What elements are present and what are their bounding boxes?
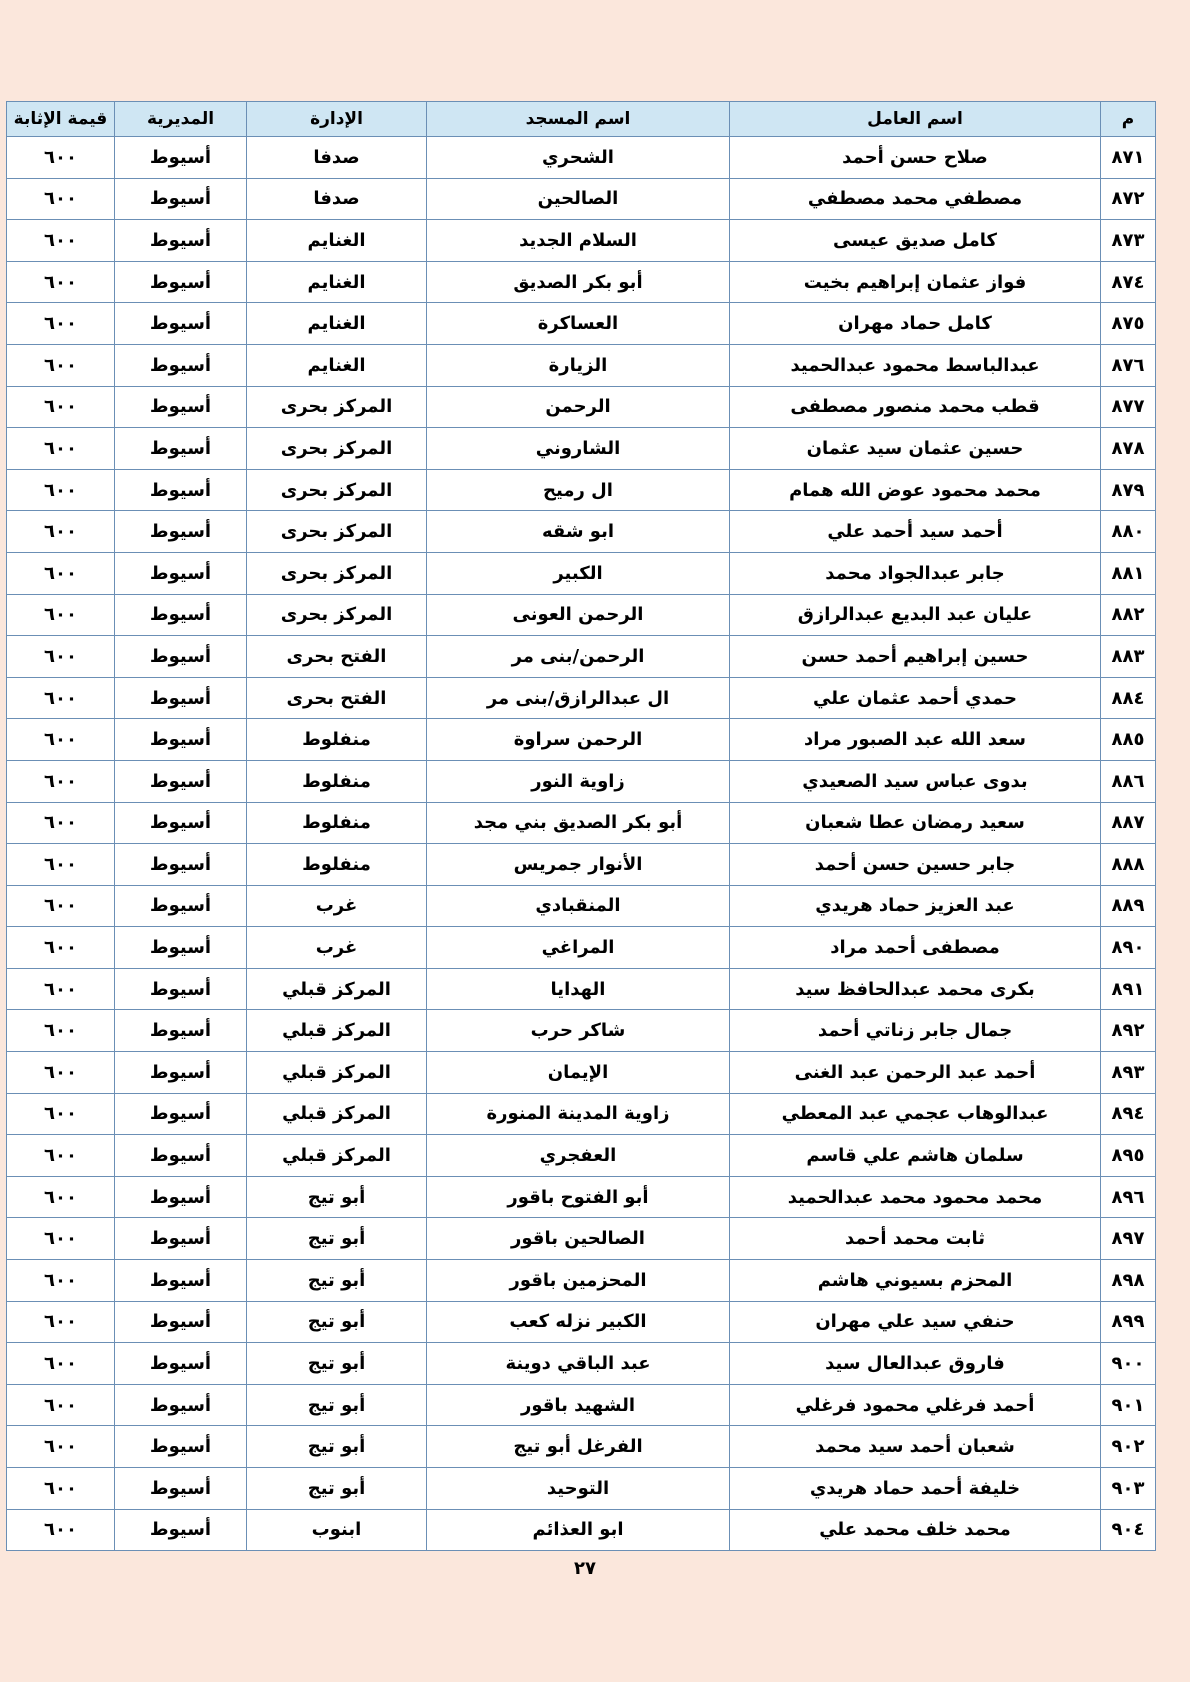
worker-name-cell: سعد الله عبد الصبور مراد	[730, 719, 1101, 761]
page-number: ٢٧	[574, 1558, 596, 1579]
table-row	[7, 760, 1156, 802]
directorate-cell: أسيوط	[115, 1052, 247, 1094]
administration-cell: غرب	[247, 885, 427, 927]
mosque-name-cell: ال رميح	[427, 469, 730, 511]
administration-cell: صدفا	[247, 137, 427, 179]
row-index-cell: ٨٩٦	[1101, 1176, 1156, 1218]
mosque-name-cell: المحزمين باقور	[427, 1260, 730, 1302]
row-index-cell: ٩٠١	[1101, 1384, 1156, 1426]
administration-cell: صدفا	[247, 178, 427, 220]
administration-cell: المركز بحرى	[247, 386, 427, 428]
mosque-name-cell: المنقبادي	[427, 885, 730, 927]
row-index-cell: ٨٨٦	[1101, 760, 1156, 802]
mosque-name-cell: زاوية النور	[427, 760, 730, 802]
row-index-cell: ٨٧٨	[1101, 428, 1156, 470]
row-index-cell: ٨٩٩	[1101, 1301, 1156, 1343]
worker-name-cell: ثابت محمد أحمد	[730, 1218, 1101, 1260]
directorate-cell: أسيوط	[115, 1426, 247, 1468]
table-row	[7, 1093, 1156, 1135]
directorate-cell: أسيوط	[115, 927, 247, 969]
mosque-name-cell: الشاروني	[427, 428, 730, 470]
directorate-cell: أسيوط	[115, 1010, 247, 1052]
reward-value-cell: ٦٠٠	[7, 386, 115, 428]
row-index-cell: ٨٧٥	[1101, 303, 1156, 345]
administration-cell: المركز قبلي	[247, 1093, 427, 1135]
reward-value-cell: ٦٠٠	[7, 594, 115, 636]
table-row	[7, 428, 1156, 470]
directorate-cell: أسيوط	[115, 760, 247, 802]
worker-name-cell: جابر حسين حسن أحمد	[730, 844, 1101, 886]
mosque-name-cell: ال عبدالرازق/بنى مر	[427, 677, 730, 719]
table-row	[7, 220, 1156, 262]
table-row	[7, 719, 1156, 761]
worker-name-cell: حسين عثمان سيد عثمان	[730, 428, 1101, 470]
mosque-name-cell: الرحمن سراوة	[427, 719, 730, 761]
row-index-cell: ٩٠٠	[1101, 1343, 1156, 1385]
administration-cell: أبو تيج	[247, 1426, 427, 1468]
mosque-name-cell: الهدايا	[427, 968, 730, 1010]
directorate-cell: أسيوط	[115, 1384, 247, 1426]
worker-name-cell: حمدي أحمد عثمان علي	[730, 677, 1101, 719]
table-row	[7, 1509, 1156, 1551]
worker-name-cell: مصطفى أحمد مراد	[730, 927, 1101, 969]
mosque-name-cell: المراغي	[427, 927, 730, 969]
row-index-cell: ٨٨٠	[1101, 511, 1156, 553]
administration-cell: أبو تيج	[247, 1260, 427, 1302]
directorate-cell: أسيوط	[115, 1260, 247, 1302]
table-row	[7, 927, 1156, 969]
row-index-cell: ٨٧٢	[1101, 178, 1156, 220]
row-index-cell: ٨٧٩	[1101, 469, 1156, 511]
administration-cell: منفلوط	[247, 802, 427, 844]
administration-cell: أبو تيج	[247, 1176, 427, 1218]
table-row	[7, 968, 1156, 1010]
directorate-cell: أسيوط	[115, 303, 247, 345]
reward-value-cell: ٦٠٠	[7, 802, 115, 844]
directorate-cell: أسيوط	[115, 1343, 247, 1385]
row-index-cell: ٨٩٥	[1101, 1135, 1156, 1177]
directorate-cell: أسيوط	[115, 844, 247, 886]
worker-name-cell: سعيد رمضان عطا شعبان	[730, 802, 1101, 844]
directorate-cell: أسيوط	[115, 1093, 247, 1135]
directorate-cell: أسيوط	[115, 594, 247, 636]
mosque-name-cell: أبو الفتوح باقور	[427, 1176, 730, 1218]
reward-value-cell: ٦٠٠	[7, 1468, 115, 1510]
reward-value-cell: ٦٠٠	[7, 1176, 115, 1218]
administration-cell: أبو تيج	[247, 1301, 427, 1343]
table-row	[7, 1384, 1156, 1426]
administration-cell: منفلوط	[247, 844, 427, 886]
administration-cell: الغنايم	[247, 344, 427, 386]
table-row	[7, 1010, 1156, 1052]
worker-name-cell: عبدالباسط محمود عبدالحميد	[730, 344, 1101, 386]
mosque-name-cell: عبد الباقي دوينة	[427, 1343, 730, 1385]
directorate-cell: أسيوط	[115, 1468, 247, 1510]
reward-value-cell: ٦٠٠	[7, 927, 115, 969]
reward-value-cell: ٦٠٠	[7, 1426, 115, 1468]
table-row	[7, 178, 1156, 220]
worker-name-cell: كامل صديق عيسى	[730, 220, 1101, 262]
table-row	[7, 802, 1156, 844]
administration-cell: غرب	[247, 927, 427, 969]
worker-name-cell: عبد العزيز حماد هريدي	[730, 885, 1101, 927]
table-row	[7, 1301, 1156, 1343]
mosque-name-cell: العفجري	[427, 1135, 730, 1177]
directorate-cell: أسيوط	[115, 1176, 247, 1218]
table-row	[7, 636, 1156, 678]
header-row	[7, 102, 1156, 137]
directorate-cell: أسيوط	[115, 885, 247, 927]
reward-value-cell: ٦٠٠	[7, 137, 115, 179]
row-index-cell: ٨٧١	[1101, 137, 1156, 179]
row-index-cell: ٩٠٢	[1101, 1426, 1156, 1468]
worker-name-cell: كامل حماد مهران	[730, 303, 1101, 345]
worker-name-cell: محمد محمود عوض الله همام	[730, 469, 1101, 511]
table-row	[7, 1176, 1156, 1218]
reward-value-cell: ٦٠٠	[7, 1218, 115, 1260]
row-index-cell: ٨٩٨	[1101, 1260, 1156, 1302]
reward-value-cell: ٦٠٠	[7, 469, 115, 511]
directorate-cell: أسيوط	[115, 719, 247, 761]
row-index-cell: ٨٨٥	[1101, 719, 1156, 761]
row-index-cell: ٨٨٩	[1101, 885, 1156, 927]
administration-cell: الغنايم	[247, 261, 427, 303]
worker-name-cell: شعبان أحمد سيد محمد	[730, 1426, 1101, 1468]
mosque-name-cell: الفرغل أبو تيج	[427, 1426, 730, 1468]
worker-name-cell: أحمد سيد أحمد علي	[730, 511, 1101, 553]
mosque-name-cell: أبو بكر الصديق بني مجد	[427, 802, 730, 844]
administration-cell: المركز بحرى	[247, 594, 427, 636]
reward-value-cell: ٦٠٠	[7, 1135, 115, 1177]
reward-value-cell: ٦٠٠	[7, 636, 115, 678]
mosque-name-cell: شاكر حرب	[427, 1010, 730, 1052]
reward-value-cell: ٦٠٠	[7, 1301, 115, 1343]
row-index-cell: ٨٧٦	[1101, 344, 1156, 386]
row-index-cell: ٨٩٤	[1101, 1093, 1156, 1135]
administration-cell: أبو تيج	[247, 1343, 427, 1385]
table-row	[7, 844, 1156, 886]
table-row	[7, 1426, 1156, 1468]
reward-value-cell: ٦٠٠	[7, 968, 115, 1010]
mosque-name-cell: الإيمان	[427, 1052, 730, 1094]
administration-cell: منفلوط	[247, 719, 427, 761]
directorate-cell: أسيوط	[115, 511, 247, 553]
mosque-name-cell: ابو العذائم	[427, 1509, 730, 1551]
reward-value-cell: ٦٠٠	[7, 552, 115, 594]
worker-name-cell: بدوى عباس سيد الصعيدي	[730, 760, 1101, 802]
table-row	[7, 344, 1156, 386]
worker-name-cell: فاروق عبدالعال سيد	[730, 1343, 1101, 1385]
table-row	[7, 1343, 1156, 1385]
administration-cell: الغنايم	[247, 303, 427, 345]
header-administration: الإدارة	[247, 102, 427, 137]
administration-cell: المركز قبلي	[247, 1135, 427, 1177]
header-index: م	[1101, 102, 1156, 137]
header-mosque-name: اسم المسجد	[427, 102, 730, 137]
header-directorate: المديرية	[115, 102, 247, 137]
row-index-cell: ٨٧٤	[1101, 261, 1156, 303]
mosque-name-cell: الشحري	[427, 137, 730, 179]
administration-cell: ابنوب	[247, 1509, 427, 1551]
table-row	[7, 1468, 1156, 1510]
row-index-cell: ٨٨٧	[1101, 802, 1156, 844]
worker-name-cell: مصطفي محمد مصطفي	[730, 178, 1101, 220]
worker-name-cell: عبدالوهاب عجمي عبد المعطي	[730, 1093, 1101, 1135]
reward-value-cell: ٦٠٠	[7, 511, 115, 553]
directorate-cell: أسيوط	[115, 220, 247, 262]
table-row	[7, 885, 1156, 927]
table-row	[7, 1052, 1156, 1094]
mosque-name-cell: الرحمن/بنى مر	[427, 636, 730, 678]
mosque-name-cell: الصالحين باقور	[427, 1218, 730, 1260]
worker-name-cell: حسين إبراهيم أحمد حسن	[730, 636, 1101, 678]
directorate-cell: أسيوط	[115, 802, 247, 844]
reward-value-cell: ٦٠٠	[7, 1343, 115, 1385]
directorate-cell: أسيوط	[115, 1301, 247, 1343]
worker-name-cell: فواز عثمان إبراهيم بخيت	[730, 261, 1101, 303]
row-index-cell: ٨٩٢	[1101, 1010, 1156, 1052]
row-index-cell: ٩٠٤	[1101, 1509, 1156, 1551]
administration-cell: أبو تيج	[247, 1218, 427, 1260]
row-index-cell: ٨٨٤	[1101, 677, 1156, 719]
directorate-cell: أسيوط	[115, 261, 247, 303]
worker-name-cell: بكرى محمد عبدالحافظ سيد	[730, 968, 1101, 1010]
reward-value-cell: ٦٠٠	[7, 677, 115, 719]
table-row	[7, 594, 1156, 636]
mosque-name-cell: السلام الجديد	[427, 220, 730, 262]
reward-value-cell: ٦٠٠	[7, 1509, 115, 1551]
directorate-cell: أسيوط	[115, 469, 247, 511]
reward-value-cell: ٦٠٠	[7, 261, 115, 303]
table-row	[7, 261, 1156, 303]
row-index-cell: ٨٨٨	[1101, 844, 1156, 886]
directorate-cell: أسيوط	[115, 178, 247, 220]
table-row	[7, 386, 1156, 428]
reward-value-cell: ٦٠٠	[7, 303, 115, 345]
reward-value-cell: ٦٠٠	[7, 1384, 115, 1426]
reward-value-cell: ٦٠٠	[7, 844, 115, 886]
worker-name-cell: المحزم بسيوني هاشم	[730, 1260, 1101, 1302]
mosque-name-cell: الكبير نزله كعب	[427, 1301, 730, 1343]
header-worker-name: اسم العامل	[730, 102, 1101, 137]
reward-value-cell: ٦٠٠	[7, 428, 115, 470]
worker-name-cell: محمد خلف محمد علي	[730, 1509, 1101, 1551]
reward-value-cell: ٦٠٠	[7, 344, 115, 386]
mosque-name-cell: الزيارة	[427, 344, 730, 386]
administration-cell: الفتح بحرى	[247, 636, 427, 678]
administration-cell: المركز قبلي	[247, 1010, 427, 1052]
administration-cell: الغنايم	[247, 220, 427, 262]
table-row	[7, 1135, 1156, 1177]
directorate-cell: أسيوط	[115, 968, 247, 1010]
worker-name-cell: جمال جابر زناتي أحمد	[730, 1010, 1101, 1052]
table-row	[7, 469, 1156, 511]
worker-name-cell: جابر عبدالجواد محمد	[730, 552, 1101, 594]
row-index-cell: ٨٧٧	[1101, 386, 1156, 428]
header-reward-value: قيمة الإثابة	[7, 102, 115, 137]
directorate-cell: أسيوط	[115, 386, 247, 428]
mosque-name-cell: زاوية المدينة المنورة	[427, 1093, 730, 1135]
row-index-cell: ٨٩٣	[1101, 1052, 1156, 1094]
reward-value-cell: ٦٠٠	[7, 1260, 115, 1302]
administration-cell: أبو تيج	[247, 1384, 427, 1426]
row-index-cell: ٨٩٠	[1101, 927, 1156, 969]
reward-value-cell: ٦٠٠	[7, 220, 115, 262]
table-row	[7, 1218, 1156, 1260]
worker-name-cell: خليفة أحمد حماد هريدي	[730, 1468, 1101, 1510]
row-index-cell: ٨٨٢	[1101, 594, 1156, 636]
directorate-cell: أسيوط	[115, 137, 247, 179]
row-index-cell: ٨٩١	[1101, 968, 1156, 1010]
reward-value-cell: ٦٠٠	[7, 178, 115, 220]
worker-name-cell: سلمان هاشم علي قاسم	[730, 1135, 1101, 1177]
directorate-cell: أسيوط	[115, 1135, 247, 1177]
mosque-name-cell: الكبير	[427, 552, 730, 594]
mosque-name-cell: ابو شقه	[427, 511, 730, 553]
reward-value-cell: ٦٠٠	[7, 1010, 115, 1052]
administration-cell: المركز بحرى	[247, 469, 427, 511]
directorate-cell: أسيوط	[115, 428, 247, 470]
directorate-cell: أسيوط	[115, 1509, 247, 1551]
mosque-name-cell: الشهيد باقور	[427, 1384, 730, 1426]
table-row	[7, 552, 1156, 594]
table-row	[7, 137, 1156, 179]
table-row	[7, 303, 1156, 345]
administration-cell: أبو تيج	[247, 1468, 427, 1510]
worker-name-cell: أحمد عبد الرحمن عبد الغنى	[730, 1052, 1101, 1094]
row-index-cell: ٨٩٧	[1101, 1218, 1156, 1260]
worker-name-cell: حنفي سيد علي مهران	[730, 1301, 1101, 1343]
mosque-name-cell: أبو بكر الصديق	[427, 261, 730, 303]
reward-value-cell: ٦٠٠	[7, 885, 115, 927]
administration-cell: الفتح بحرى	[247, 677, 427, 719]
administration-cell: المركز قبلي	[247, 1052, 427, 1094]
directorate-cell: أسيوط	[115, 677, 247, 719]
directorate-cell: أسيوط	[115, 636, 247, 678]
row-index-cell: ٨٨٣	[1101, 636, 1156, 678]
directorate-cell: أسيوط	[115, 552, 247, 594]
directorate-cell: أسيوط	[115, 344, 247, 386]
table-row	[7, 511, 1156, 553]
worker-name-cell: صلاح حسن أحمد	[730, 137, 1101, 179]
worker-name-cell: أحمد فرغلي محمود فرغلي	[730, 1384, 1101, 1426]
reward-value-cell: ٦٠٠	[7, 1052, 115, 1094]
row-index-cell: ٩٠٣	[1101, 1468, 1156, 1510]
mosque-name-cell: الرحمن العونى	[427, 594, 730, 636]
worker-name-cell: محمد محمود محمد عبدالحميد	[730, 1176, 1101, 1218]
administration-cell: منفلوط	[247, 760, 427, 802]
worker-name-cell: عليان عبد البديع عبدالرازق	[730, 594, 1101, 636]
payroll-table	[6, 101, 1156, 1551]
administration-cell: المركز بحرى	[247, 428, 427, 470]
row-index-cell: ٨٧٣	[1101, 220, 1156, 262]
worker-name-cell: قطب محمد منصور مصطفى	[730, 386, 1101, 428]
table-row	[7, 677, 1156, 719]
reward-value-cell: ٦٠٠	[7, 719, 115, 761]
mosque-name-cell: الأنوار جمريس	[427, 844, 730, 886]
administration-cell: المركز بحرى	[247, 552, 427, 594]
administration-cell: المركز بحرى	[247, 511, 427, 553]
mosque-name-cell: الرحمن	[427, 386, 730, 428]
administration-cell: المركز قبلي	[247, 968, 427, 1010]
mosque-name-cell: الصالحين	[427, 178, 730, 220]
mosque-name-cell: التوحيد	[427, 1468, 730, 1510]
directorate-cell: أسيوط	[115, 1218, 247, 1260]
reward-value-cell: ٦٠٠	[7, 760, 115, 802]
row-index-cell: ٨٨١	[1101, 552, 1156, 594]
mosque-name-cell: العساكرة	[427, 303, 730, 345]
table-row	[7, 1260, 1156, 1302]
reward-value-cell: ٦٠٠	[7, 1093, 115, 1135]
